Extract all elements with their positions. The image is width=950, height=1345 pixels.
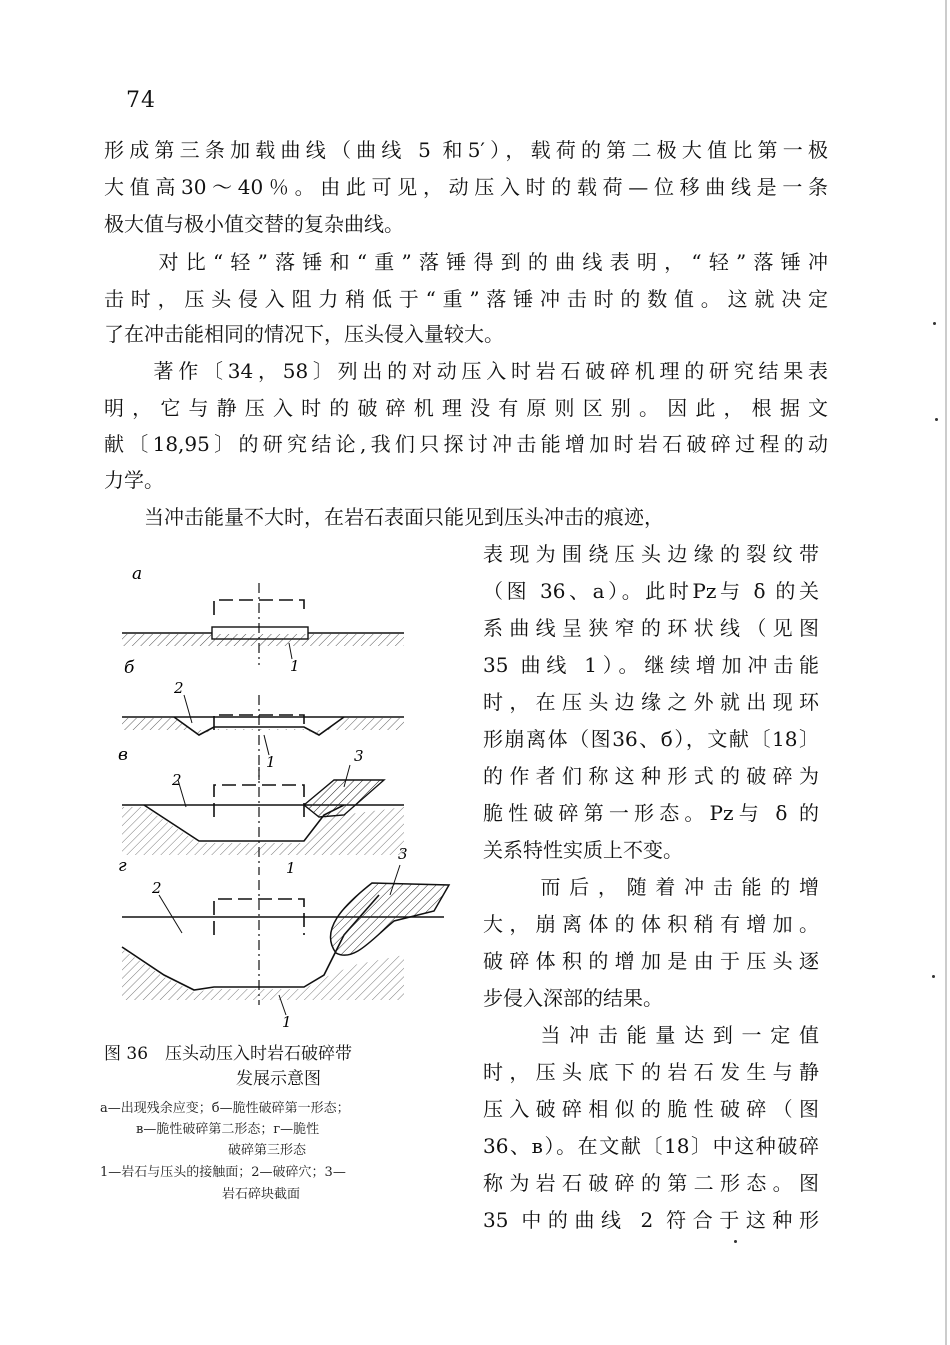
panel-b-diagram [122,695,404,780]
column-text-line: 当冲击能量达到一定值 [483,1023,819,1047]
body-text-line: 献〔18,95〕的研究结论,我们只探讨冲击能增加时岩石破碎过程的动 [104,432,828,456]
column-text-line: 时，压头底下的岩石发生与静 [483,1060,819,1084]
column-text-line: 而后，随着冲击能的增 [483,875,819,899]
column-text-line: 36、в）。在文献〔18〕中这种破碎 [483,1134,819,1158]
body-text-line: 形成第三条加载曲线（曲线 5 和5′），载荷的第二极大值比第一极 [104,138,828,162]
callout-3: 3 [398,845,408,863]
column-text-line: 步侵入深部的结果。 [483,986,663,1010]
figure-caption-title: 图 36 压头动压入时岩石破碎带 [104,1044,353,1064]
column-text-line: 35 中的曲线 2 符合于这种形 [483,1208,819,1232]
callout-3: 3 [354,747,364,765]
column-text-line: 的作者们称这种形式的破碎为 [483,764,819,788]
figure-legend-line: 1—岩石与压头的接触面；2—破碎穴；3— [100,1165,346,1180]
callout-2: 2 [152,879,162,897]
column-text-line: 表现为围绕压头边缘的裂纹带 [483,542,819,566]
body-text-line: 著作〔34，58〕列出的对动压入时岩石破碎机理的研究结果表 [104,359,828,383]
callout-1: 1 [286,859,296,877]
body-text-line: 力学。 [104,468,164,492]
figure-legend-line: 破碎第三形态 [228,1143,307,1158]
callout-2: 2 [174,679,184,697]
panel-g-diagram [122,865,449,1015]
body-text-line: 击时，压头侵入阻力稍低于“重”落锤冲击时的数值。这就决定 [104,287,828,311]
panel-a-diagram [122,583,404,665]
scan-edge [945,0,947,1345]
callout-2: 2 [172,771,182,789]
column-text-line: 破碎体积的增加是由于压头逐 [483,949,819,973]
body-text-line: 大值高30～40％。由此可见，动压入时的载荷—位移曲线是一条 [104,175,828,199]
figure-legend-line: 岩石碎块截面 [222,1187,301,1202]
body-text-line: 当冲击能量不大时，在岩石表面只能见到压头冲击的痕迹， [104,505,664,529]
column-text-line: 时，在压头边缘之外就出现环 [483,690,819,714]
panel-label-b: б [124,658,135,678]
panel-label-v: в [118,745,128,765]
column-text-line: 形崩离体（图36、б），文献〔18〕 [483,727,819,751]
rock-fracture-figure [104,555,469,1035]
column-text-line: 压入破碎相似的脆性破碎（图 [483,1097,819,1121]
page-number: 74 [126,88,156,113]
panel-v-diagram [122,765,404,875]
scan-speck [932,975,935,978]
column-text-line: 关系特性实质上不变。 [483,838,683,862]
column-text-line: 35 曲线 1）。继续增加冲击能 [483,653,819,677]
scan-speck [935,418,938,421]
callout-1: 1 [282,1013,292,1031]
figure-legend-line: в—脆性破碎第二形态；г—脆性 [136,1122,320,1137]
callout-1: 1 [266,753,276,771]
column-text-line: 系曲线呈狭窄的环状线（见图 [483,616,819,640]
scan-speck [933,322,936,325]
body-text-line: 对比“轻”落锤和“重”落锤得到的曲线表明，“轻”落锤冲 [104,250,828,274]
figure-caption-title-cont: 发展示意图 [236,1069,321,1089]
body-text-line: 明，它与静压入时的破碎机理没有原则区别。因此，根据文 [104,396,828,420]
column-text-line: 称为岩石破碎的第二形态。图 [483,1171,819,1195]
body-text-line: 极大值与极小值交替的复杂曲线。 [104,212,404,236]
column-text-line: 大，崩离体的体积稍有增加。 [483,912,819,936]
panel-label-a: a [132,564,143,584]
column-text-line: 脆性破碎第一形态。Pz与 δ 的 [483,801,819,825]
column-text-line: （图 36、a）。此时Pz与 δ 的关 [483,579,819,603]
callout-1: 1 [290,657,300,675]
scan-speck [734,1240,737,1243]
body-text-line: 了在冲击能相同的情况下，压头侵入量较大。 [104,322,504,346]
figure-legend-line: a—出现残余应变；б—脆性破碎第一形态； [100,1101,350,1116]
panel-label-g: г [118,856,127,876]
